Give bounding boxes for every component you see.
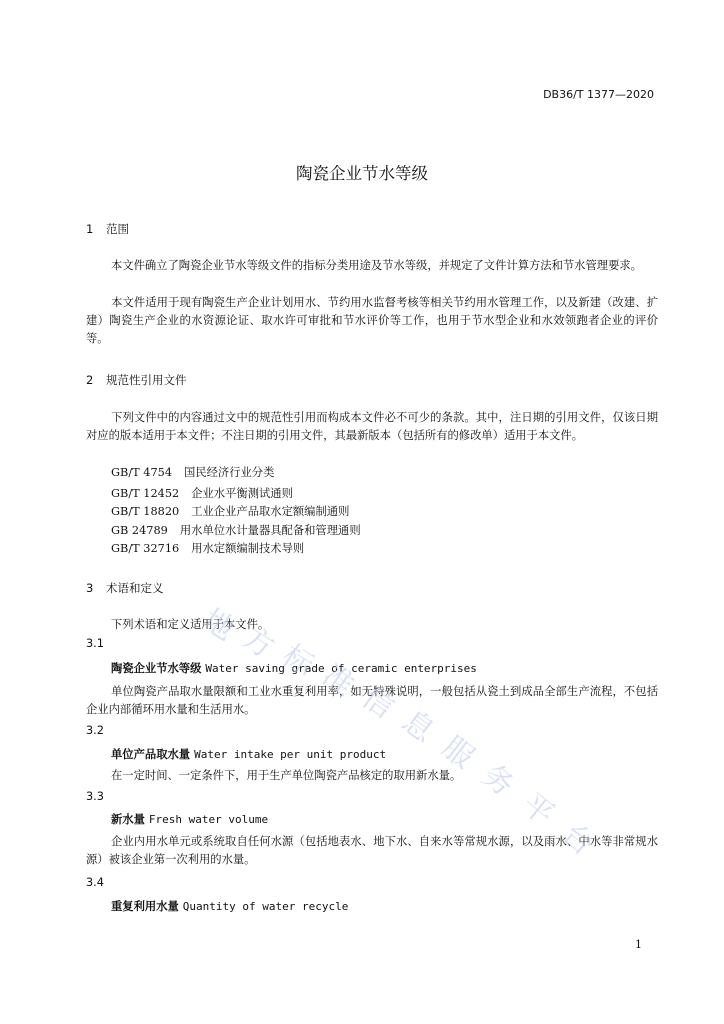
term-heading: 重复利用水量 Quantity of water recycle — [111, 900, 349, 913]
section-2-heading — [86, 372, 187, 388]
document-number: DB36/T 1377—2020 — [543, 88, 654, 101]
section-1-heading — [86, 221, 129, 237]
clause-number: 3.2 — [86, 724, 104, 737]
watermark-glyph: 台 — [555, 816, 601, 863]
watermark-glyph: 平 — [515, 786, 561, 833]
term-definition: 企业内用水单元或系统取自任何水源（包括地表水、地下水、自来水等常规水源，以及雨水、中水等非常规水源）被该企业第一次利用的水量。 — [86, 835, 658, 866]
reference-item: GB/T 12452 企业水平衡测试通则 — [111, 487, 293, 500]
clause-number: 3.4 — [86, 876, 104, 889]
watermark-glyph: 务 — [475, 757, 521, 804]
page-number: 1 — [635, 938, 642, 951]
section-title: 范围 — [106, 222, 129, 236]
section-3-heading — [86, 580, 164, 596]
term-definition: 在一定时间、一定条件下，用于生产单位陶瓷产品核定的取用新水量。 — [111, 769, 462, 782]
reference-item: GB 24789 用水单位水计量器具配备和管理通则 — [111, 524, 361, 537]
reference-item: GB/T 4754 国民经济行业分类 — [111, 466, 275, 479]
watermark-glyph: 方 — [236, 619, 281, 666]
section-1-paragraph-2: 本文件适用于现有陶瓷生产企业计划用水、节约用水监督考核等相关节约用水管理工作，以及新建（改建、扩建）陶瓷生产企业的水资源论证、取水许可审批和节水评价等工作，也用于节水型企业和水效领跑者企业的评价等。 — [86, 296, 658, 345]
term-definition: 单位陶瓷产品取水量限额和工业水重复利用率，如无特殊说明，一般包括从瓷土到成品全部生产流程，不包括企业内部循环用水量和生活用水。 — [86, 685, 658, 716]
section-number: 2 — [86, 373, 94, 387]
term-heading: 单位产品取水量 Water intake per unit product — [111, 748, 387, 761]
section-number: 1 — [86, 222, 94, 236]
term-heading: 新水量 Fresh water volume — [111, 813, 269, 826]
clause-number: 3.3 — [86, 790, 104, 803]
section-1-paragraph-1: 本文件确立了陶瓷企业节水等级文件的指标分类用途及节水等级，并规定了文件计算方法和节水管理要求。 — [111, 259, 642, 272]
section-title: 规范性引用文件 — [106, 373, 187, 387]
watermark-glyph: 标 — [275, 638, 321, 684]
term-heading: 陶瓷企业节水等级 Water saving grade of ceramic enterprises — [111, 662, 477, 675]
section-2-paragraph: 下列文件中的内容通过文中的规范性引用而构成本文件必不可少的条款。其中，注日期的引用文件，仅该日期对应的版本适用于本文件；不注日期的引用文件，其最新版本（包括所有的修改单）适用于本文件。 — [86, 411, 658, 442]
section-3-intro: 下列术语和定义适用于本文件。 — [111, 618, 270, 631]
watermark-glyph: 服 — [435, 729, 481, 776]
section-title: 术语和定义 — [106, 581, 164, 595]
watermark-glyph: 地 — [196, 602, 241, 648]
watermark-glyph: 准 — [315, 658, 361, 704]
reference-item: GB/T 32716 用水定额编制技术导则 — [111, 542, 305, 555]
reference-item: GB/T 18820 工业企业产品取水定额编制通则 — [111, 505, 350, 518]
section-number: 3 — [86, 581, 94, 595]
watermark-glyph: 信 — [355, 679, 401, 726]
clause-number: 3.1 — [86, 637, 104, 650]
document-title: 陶瓷企业节水等级 — [296, 164, 428, 183]
watermark-glyph: 息 — [395, 703, 441, 750]
